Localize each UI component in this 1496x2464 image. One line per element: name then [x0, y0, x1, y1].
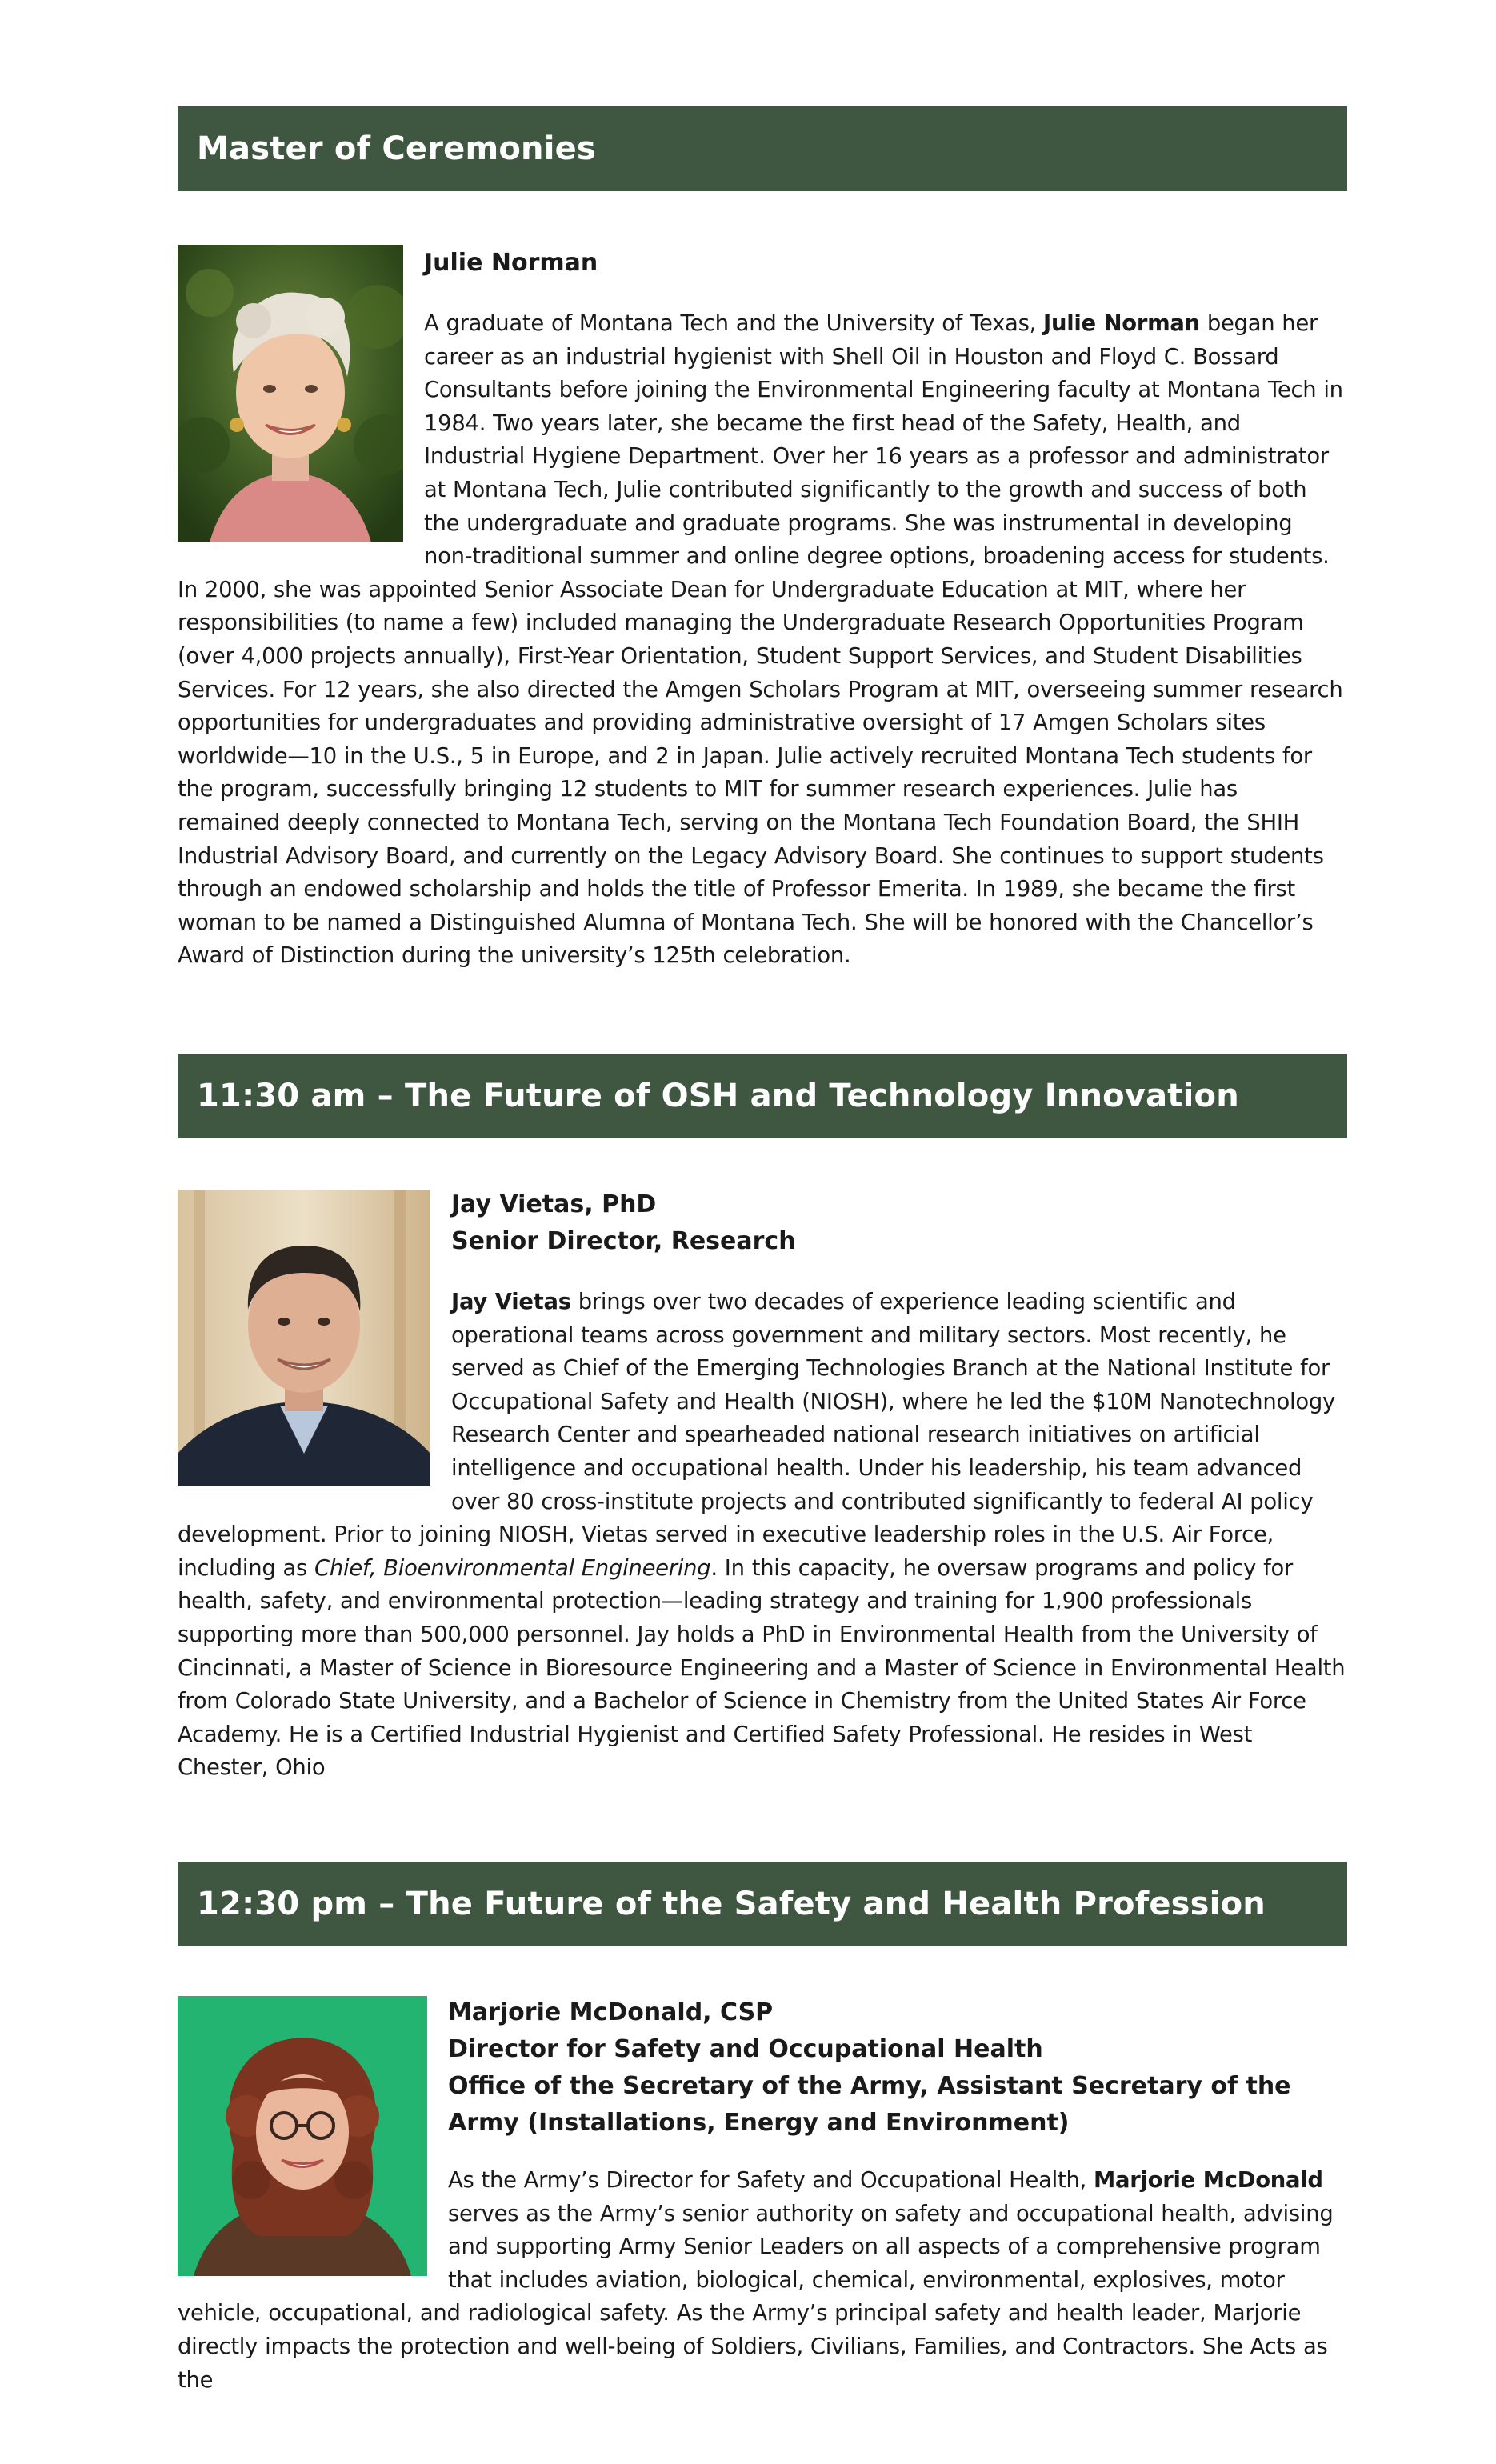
headshot-jay-vietas — [178, 1190, 430, 1486]
banner-title: Master of Ceremonies — [197, 130, 596, 167]
bio-name-bold: Jay Vietas — [451, 1290, 571, 1314]
speaker-name: Jay Vietas, PhD — [451, 1190, 657, 1218]
speaker-name: Marjorie McDonald, CSP — [448, 1998, 774, 2026]
section-banner-safety-health-profession — [178, 1862, 1347, 1946]
section-banner-master-of-ceremonies — [178, 106, 1347, 191]
bio-name-bold: Julie Norman — [1043, 311, 1200, 336]
banner-title: 11:30 am – The Future of OSH and Technology Innovation — [197, 1078, 1239, 1114]
bio-text: began her career as an industrial hygienist with Shell Oil in Houston and Floyd C. Bossard Consultants before joining the Environmental Engineering faculty at Montana Tech in 1984. Two years later, she became the first head of the Safety, Health, and Industrial Hygiene Department. Over her 16 years as a professor and administrator at Montana Tech, Julie contributed significantly to the growth and success of both the undergraduate and graduate programs. She was instrumental in developing non-traditional summer and online degree options, broadening access for students. In 2000, she was appointed Senior Associate Dean for Undergraduate Education at MIT, where her responsibilities (to name a few) included managing the Undergraduate Research Opportunities Program (over 4,000 projects annually), First-Year Orientation, Student Support Services, and Student Disabilities Services. For 12 years, she also directed the Amgen Scholars Program at MIT, overseeing summer research opportunities for undergraduates and providing administrative oversight of 17 Amgen Scholars sites worldwide—10 in the U.S., 5 in Europe, and 2 in Japan. Julie actively recruited Montana Tech students for the program, successfully bringing 12 students to MIT for summer research experiences. Julie has remained deeply connected to Montana Tech, serving on the Montana Tech Foundation Board, the SHIH Industrial Advisory Board, and currently on the Legacy Advisory Board. She continues to support students through an endowed scholarship and holds the title of Professor Emerita. In 1989, she became the first woman to be named a Distinguished Alumna of Montana Tech. She will be honored with the Chancellor’s Award of Distinction during the university’s 125th celebration. — [178, 311, 1343, 969]
section-banner-osh-technology — [178, 1054, 1347, 1138]
headshot-marjorie-mcdonald — [178, 1996, 427, 2276]
speaker-name: Julie Norman — [424, 249, 598, 277]
bio-name-bold: Marjorie McDonald — [1094, 2168, 1323, 2193]
bio-text: serves as the Army’s senior authority on safety and occupational health, advising and supporting Army Senior Leaders on all aspects of a comprehensive program that includes aviation, biological, chemical, environmental, explosives, motor vehicle, occupational, and radiological safety. As the Army’s principal safety and health leader, Marjorie directly impacts the protection and well-being of Soldiers, Civilians, Families, and Contractors. She Acts as the — [178, 2201, 1334, 2393]
bio-jay-vietas — [178, 1186, 1347, 1785]
bio-julie-norman — [178, 245, 1347, 973]
banner-title: 12:30 pm – The Future of the Safety and Health Profession — [197, 1886, 1266, 1922]
headshot-julie-norman — [178, 245, 403, 542]
bio-text: As the Army’s Director for Safety and Occupational Health, — [448, 2168, 1094, 2193]
bio-italic-title: Chief, Bioenvironmental Engineering — [314, 1555, 711, 1581]
bio-text: brings over two decades of experience leading scientific and operational teams across government and military sectors. Most recently, he served as Chief of the Emerging Technologies Branch at the National Institute for Occupational Safety and Health (NIOSH), where he led the $10M Nanotechnology Research Center and spearheaded national research initiatives on artificial intelligence and occupational health. Under his leadership, his team advanced over 80 cross-institute projects and contributed significantly to federal AI policy development. Prior to joining NIOSH, Vietas served in executive leadership roles in the U.S. Air Force, including as — [178, 1290, 1335, 1581]
bio-text: . In this capacity, he oversaw programs and policy for health, safety, and environmental protection—leading strategy and training for 1,900 professionals supporting more than 500,000 personnel. Jay holds a PhD in Environmental Health from the University of Cincinnati, a Master of Science in Bioresource Engineering and a Master of Science in Environmental Health from Colorado State University, and a Bachelor of Science in Chemistry from the United States Air Force Academy. He is a Certified Industrial Hygienist and Certified Safety Professional. He resides in West Chester, Ohio — [178, 1555, 1346, 1781]
speaker-title: Senior Director, Research — [451, 1227, 796, 1255]
speaker-office: Office of the Secretary of the Army, Assistant Secretary of the Army (Installations, Energy and Environment) — [448, 2072, 1291, 2137]
bio-text: A graduate of Montana Tech and the University of Texas, — [424, 311, 1043, 336]
bio-marjorie-mcdonald — [178, 1994, 1347, 2397]
speaker-title: Director for Safety and Occupational Health — [448, 2035, 1043, 2063]
